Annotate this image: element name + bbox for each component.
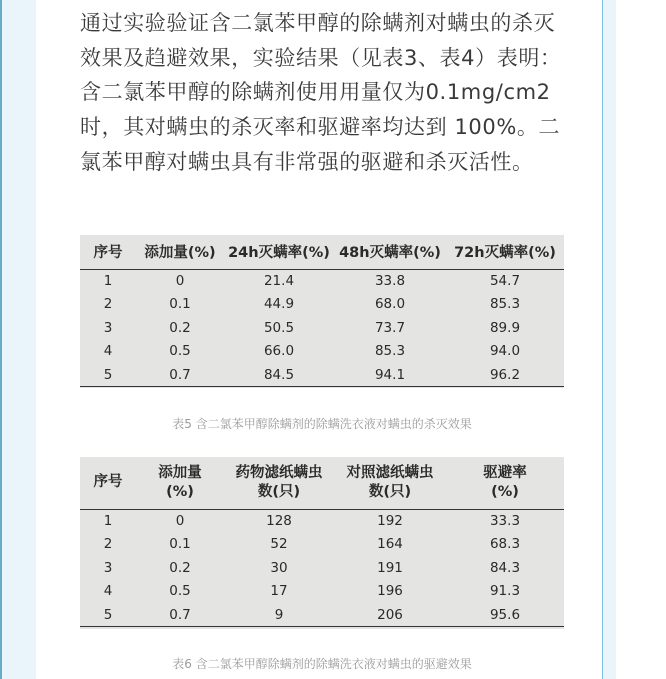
table-row — [80, 533, 564, 557]
table-cell: 191 — [377, 559, 403, 576]
table-cell: 94.1 — [374, 366, 406, 383]
table-row — [80, 363, 564, 387]
table-row — [80, 556, 564, 580]
left-border-line — [0, 0, 2, 679]
table-cell: 94.0 — [489, 343, 521, 360]
table-cell: 30 — [270, 559, 288, 576]
table-cell: 0.2 — [169, 559, 191, 576]
table-cell: 1 — [103, 273, 113, 289]
table-cell: 17 — [270, 583, 288, 600]
table-cell: 73.7 — [374, 319, 406, 336]
table-cell: 96.2 — [489, 366, 521, 383]
table-cell: 0.1 — [169, 536, 191, 553]
table-row — [80, 316, 564, 340]
article-content — [36, 0, 602, 679]
repellent-rate-table — [80, 457, 564, 629]
kill-rate-table-grid — [80, 235, 564, 387]
table-caption: 表5 含二氯苯甲醇除螨剂的除螨洗衣液对螨虫的杀灭效果 — [172, 417, 472, 431]
body-paragraph: 通过实验验证含二氯苯甲醇的除螨剂对螨虫的杀灭效果及趋避效果，实验结果（见表3、表4）表明：含二氯苯甲醇的除螨剂使用用量仅为0.1mg/cm2时，其对螨虫的杀灭率和驱避率均达到 100%。二氯苯甲醇对螨虫具有非常强的驱避和杀灭活性。 — [80, 11, 562, 174]
table-row — [80, 340, 564, 364]
table-cell: 85.3 — [374, 343, 406, 360]
table-header-row — [80, 235, 564, 269]
table-cell: 9 — [274, 606, 284, 623]
table-cell: 54.7 — [489, 273, 521, 289]
table-cell: 196 — [377, 583, 403, 600]
table-cell: 3 — [103, 559, 113, 576]
table-row — [80, 509, 564, 533]
table-header-cell: 添加量(%) — [144, 245, 216, 262]
table-header-cell: 对照滤纸螨虫 数(只) — [346, 464, 434, 500]
repellent-rate-table-grid — [80, 457, 564, 627]
table-cell: 84.3 — [489, 559, 521, 576]
table-cell: 192 — [377, 513, 403, 529]
table-header-cell: 48h灭螨率(%) — [339, 245, 441, 262]
table-cell: 52 — [270, 536, 288, 553]
table-header-cell: 药物滤纸螨虫 数(只) — [235, 464, 323, 500]
table-cell: 95.6 — [489, 606, 521, 623]
table-row — [80, 269, 564, 293]
right-border-line — [602, 0, 603, 679]
table-cell: 5 — [103, 606, 113, 623]
table-cell: 44.9 — [263, 296, 295, 313]
kill-rate-table — [80, 235, 564, 388]
table-row — [80, 580, 564, 604]
table-header-cell: 72h灭螨率(%) — [454, 245, 556, 262]
table-cell: 91.3 — [489, 583, 521, 600]
table-cell: 0.7 — [169, 366, 191, 383]
table-cell: 21.4 — [263, 273, 295, 289]
table-row — [80, 293, 564, 317]
table-cell: 164 — [377, 536, 403, 553]
table-cell: 0.2 — [169, 319, 191, 336]
table-cell: 0.7 — [169, 606, 191, 623]
table-cell: 206 — [377, 606, 403, 623]
table-cell: 68.0 — [374, 296, 406, 313]
table-header-cell: 24h灭螨率(%) — [228, 245, 330, 262]
table-cell: 85.3 — [489, 296, 521, 313]
table-row — [80, 603, 564, 627]
table-header-cell: 序号 — [93, 474, 123, 491]
table-cell: 33.8 — [374, 273, 406, 289]
table-cell: 5 — [103, 366, 113, 383]
table-cell: 50.5 — [263, 319, 295, 336]
table-cell: 33.3 — [489, 513, 521, 529]
table-caption: 表6 含二氯苯甲醇除螨剂的除螨洗衣液对螨虫的驱避效果 — [172, 657, 472, 671]
table-cell: 128 — [266, 513, 292, 529]
table-header-cell: 驱避率 (%) — [483, 464, 527, 500]
table-cell: 0 — [175, 513, 185, 529]
table-cell: 66.0 — [263, 343, 295, 360]
table-cell: 68.3 — [489, 536, 521, 553]
table-cell: 2 — [103, 296, 113, 313]
table-cell: 2 — [103, 536, 113, 553]
table-cell: 1 — [103, 513, 113, 529]
table-cell: 3 — [103, 319, 113, 336]
table-cell: 4 — [103, 343, 113, 360]
table-cell: 0.1 — [169, 296, 191, 313]
table-cell: 4 — [103, 583, 113, 600]
table-cell: 89.9 — [489, 319, 521, 336]
table-cell: 84.5 — [263, 366, 295, 383]
table-cell: 0.5 — [169, 583, 191, 600]
table-cell: 0 — [175, 273, 185, 289]
table-header-cell: 序号 — [93, 245, 123, 262]
left-border-band — [0, 0, 36, 679]
table-header-row — [80, 457, 564, 509]
right-border-band — [602, 0, 616, 679]
table-cell: 0.5 — [169, 343, 191, 360]
table-header-cell: 添加量 (%) — [158, 464, 202, 500]
